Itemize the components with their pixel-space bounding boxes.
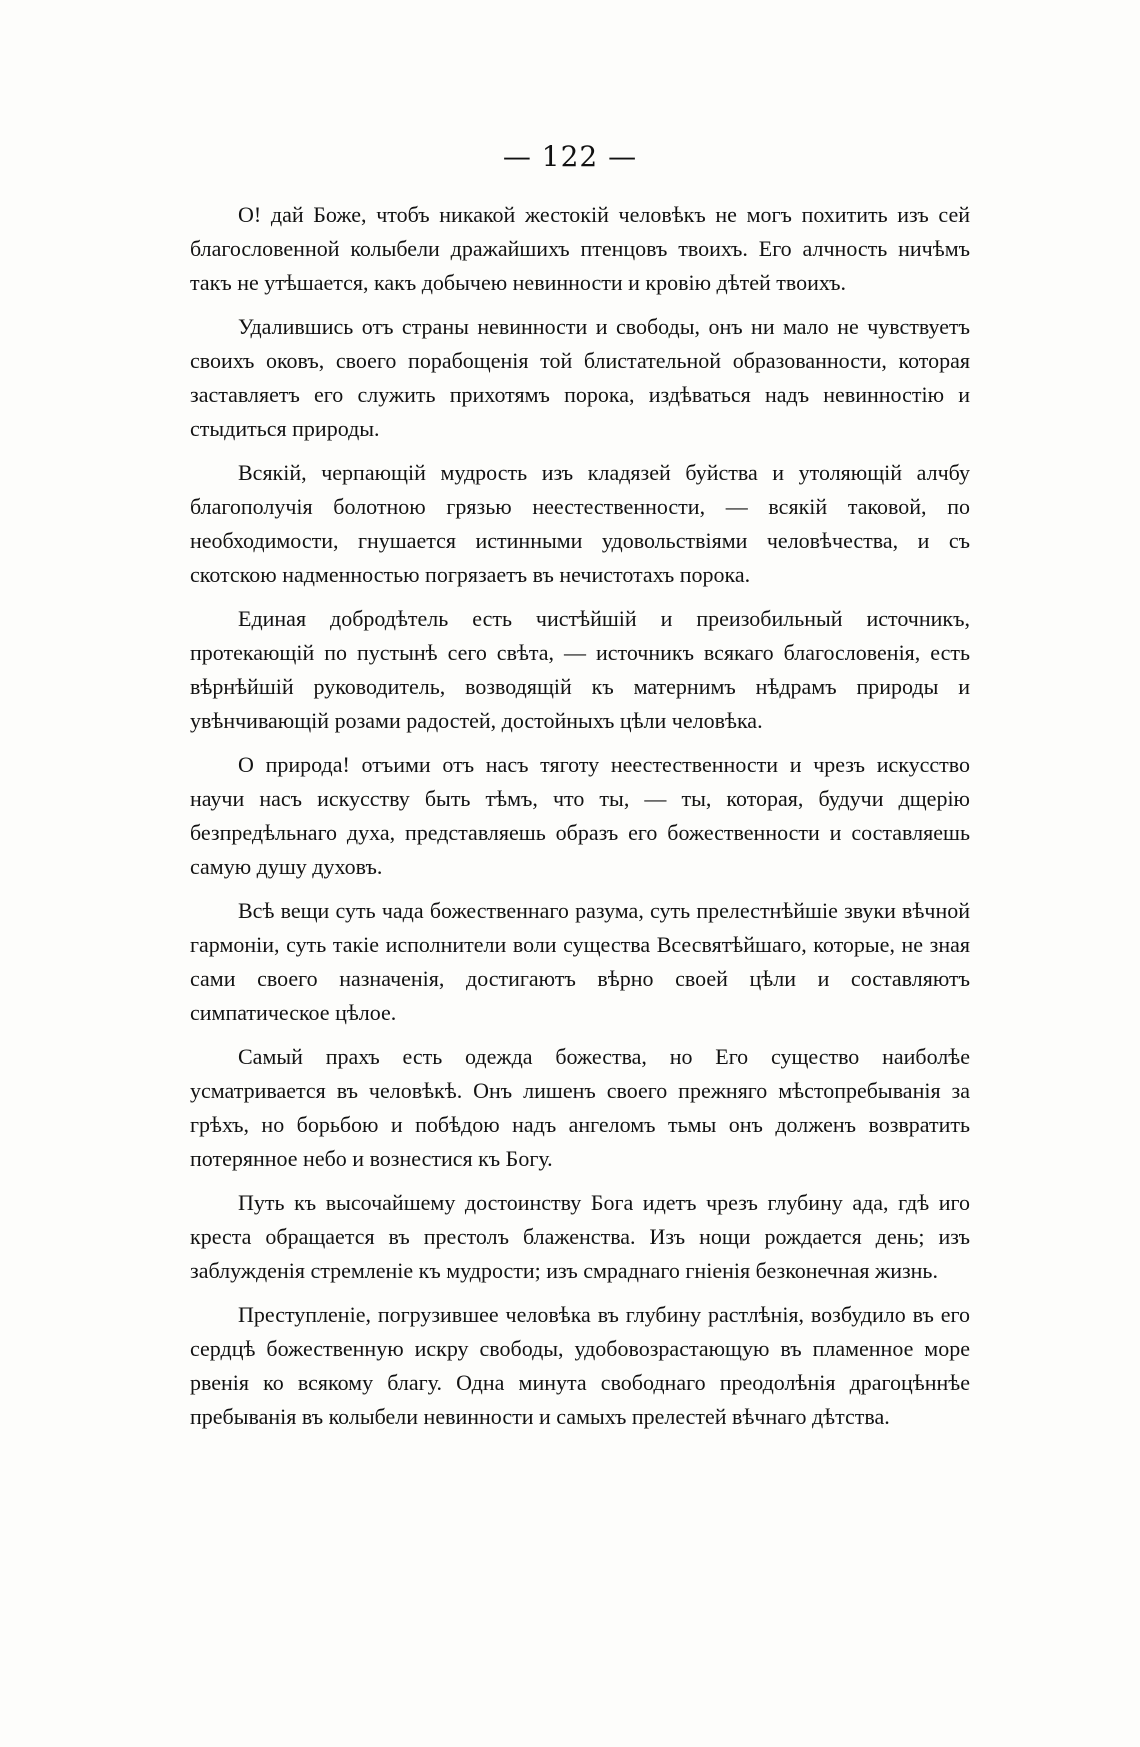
- paragraph: Всѣ вещи суть чада божественнаго разума, суть прелестнѣйшіе звуки вѣчной гармоніи, суть такіе исполнители воли существа Всесвятѣйшаго, которые, не зная сами своего назначенія, достигаютъ вѣрно своей цѣли и составляютъ симпатическое цѣлое.: [190, 898, 970, 1025]
- paragraph: Удалившись отъ страны невинности и свободы, онъ ни мало не чувствуетъ своихъ оковъ, своего порабощенія той блистательной образованности, которая заставляетъ его служить прихотямъ порока, издѣваться надъ невинностію и стыдиться природы.: [190, 314, 970, 441]
- paragraph: Единая добродѣтель есть чистѣйшій и преизобильный источникъ, протекающій по пустынѣ сего свѣта, — источникъ всякаго благословенія, есть вѣрнѣйшій руководитель, возводящій къ матернимъ нѣдрамъ природы и увѣнчивающій розами радостей, достойныхъ цѣли человѣка.: [190, 606, 970, 733]
- paragraph: Всякій, черпающій мудрость изъ кладязей буйства и утоляющій алчбу благополучія болотною грязью неестественности, — всякій таковой, по необходимости, гнушается истинными удовольствіями человѣчества, и съ скотскою надменностью погрязаетъ въ нечистотахъ порока.: [190, 460, 970, 587]
- paragraph: О! дай Боже, чтобъ никакой жестокій человѣкъ не могъ похитить изъ сей благословенной колыбели дражайшихъ птенцовъ твоихъ. Его алчность ничѣмъ такъ не утѣшается, какъ добычею невинности и кровію дѣтей твоихъ.: [190, 202, 970, 295]
- page-number: — 122 —: [502, 140, 638, 173]
- paragraph: Самый прахъ есть одежда божества, но Его существо наиболѣе усматривается въ человѣкѣ. Онъ лишенъ своего прежняго мѣстопребыванія за грѣхъ, но борьбою и побѣдою надъ ангеломъ тьмы онъ долженъ возвратить потерянное небо и вознестися къ Богу.: [190, 1044, 970, 1171]
- paragraph: Путь къ высочайшему достоинству Бога идетъ чрезъ глубину ада, гдѣ иго креста обращается въ престолъ блаженства. Изъ нощи рождается день; изъ заблужденія стремленіе къ мудрости; изъ смраднаго гніенія безконечная жизнь.: [190, 1190, 970, 1283]
- body-text: [190, 198, 970, 1444]
- paragraph: Преступленіе, погрузившее человѣка въ глубину растлѣнія, возбудило въ его сердцѣ божественную искру свободы, удобовозрастающую въ пламенное море рвенія ко всякому благу. Одна минута свободнаго преодолѣнія драгоцѣннѣе пребыванія въ колыбели невинности и самыхъ прелестей вѣчнаго дѣтства.: [190, 1302, 970, 1429]
- paragraph: О природа! отъими отъ насъ тяготу неестественности и чрезъ искусство научи насъ искусству быть тѣмъ, что ты, — ты, которая, будучи дщерію безпредѣльнаго духа, представляешь образъ его божественности и составляешь самую душу духовъ.: [190, 752, 970, 879]
